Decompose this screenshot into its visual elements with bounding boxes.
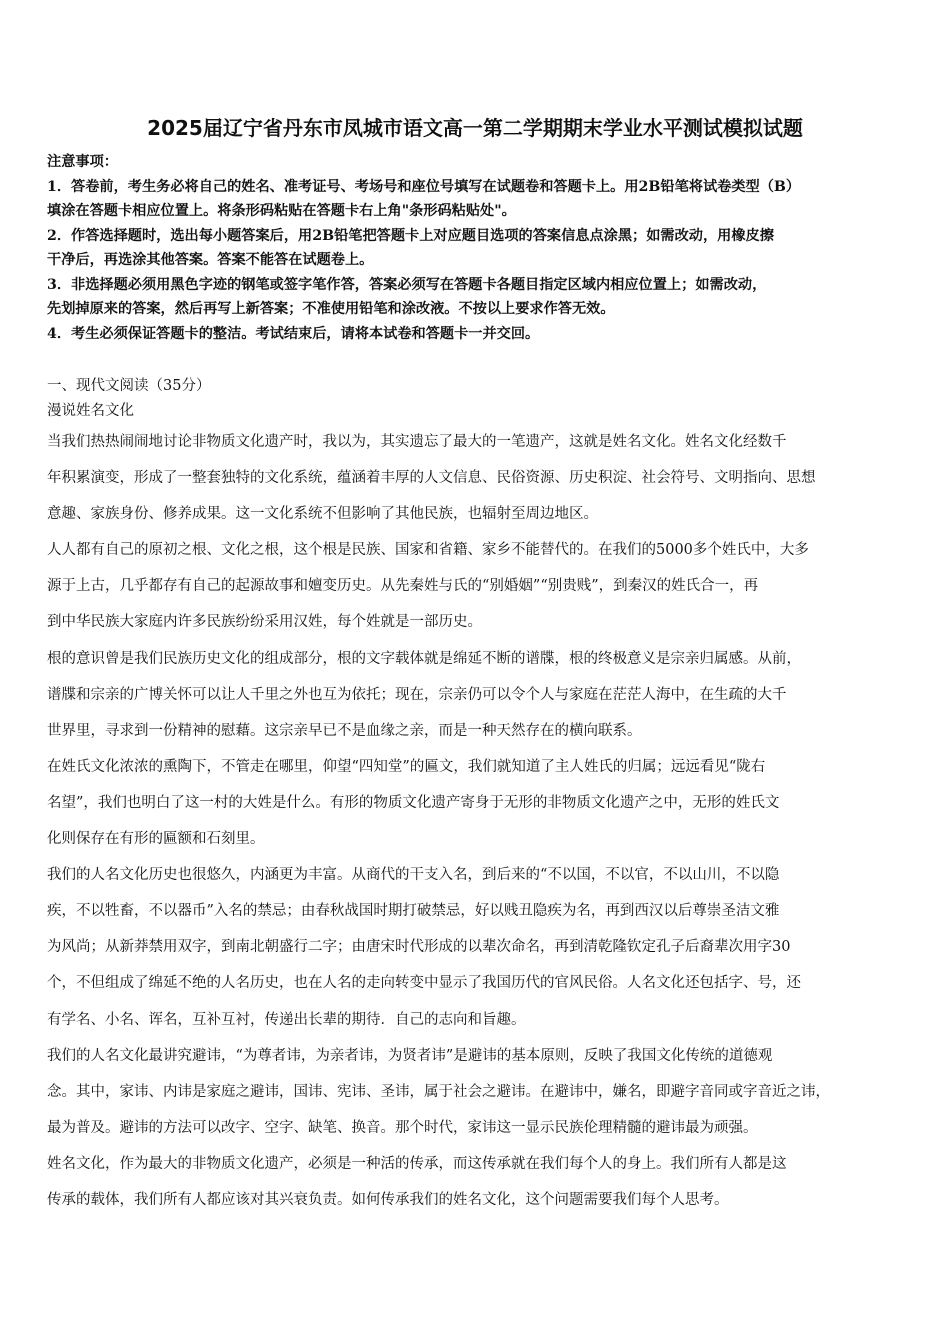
paragraph <box>47 863 907 1043</box>
text-line: 传承的载体，我们所有人都应该对其兴衰负责。如何传承我们的姓名文化，这个问题需要我们每个人思考。 <box>47 1191 729 1208</box>
paragraph <box>47 538 907 646</box>
paragraph <box>47 1152 907 1210</box>
text-line: 为风尚；从新莽禁用双字，到南北朝盛行二字；由唐宋时代形成的以辈次命名，再到清乾隆钦定孔子后裔辈次用字30 <box>47 939 791 956</box>
text-line: 源于上古，几乎都存有自己的起源故事和嬗变历史。从先秦姓与氏的“别婚姻”“别贵贱”，到秦汉的姓氏合一，再 <box>47 578 759 595</box>
text-line: 人人都有自己的原初之根、文化之根，这个根是民族、国家和省籍、家乡不能替代的。在我们的5000多个姓氏中，大多 <box>47 542 809 559</box>
text-line: 在姓氏文化浓浓的熏陶下，不管走在哪里，仰望“四知堂”的匾文，我们就知道了主人姓氏的归属；远远看见“陇右 <box>47 758 766 775</box>
text-line: 根的意识曾是我们民族历史文化的组成部分，根的文字载体就是绵延不断的谱牒，根的终极意义是宗亲归属感。从前， <box>47 650 801 667</box>
notice-line: 干净后，再选涂其他答案。答案不能答在试题卷上。 <box>47 252 374 268</box>
text-line: 我们的人名文化最讲究避讳，“为尊者讳，为亲者讳，为贤者讳”是避讳的基本原则，反映了我国文化传统的道德观 <box>47 1047 773 1064</box>
notice-line: 先划掉原来的答案，然后再写上新答案；不准使用铅笔和涂改液。不按以上要求作答无效。 <box>47 301 615 317</box>
text-line: 到中华民族大家庭内许多民族纷纷采用汉姓，每个姓就是一部历史。 <box>47 614 482 631</box>
text-line: 年积累演变，形成了一整套独特的文化系统，蕴涵着丰厚的人文信息、民俗资源、历史积淀、社会符号、文明指向、思想 <box>47 470 816 487</box>
text-line: 个，不但组成了绵延不绝的人名历史，也在人名的走向转变中显示了我国历代的官风民俗。人名文化还包括字、号，还 <box>47 975 801 992</box>
notice-block <box>47 150 917 346</box>
paragraph <box>47 755 907 863</box>
article-title: 漫说姓名文化 <box>47 403 134 419</box>
text-line: 念。其中，家讳、内讳是家庭之避讳，国讳、宪讳、圣讳，属于社会之避讳。在避讳中，嫌名，即避字音同或字音近之讳， <box>47 1083 830 1100</box>
paragraph <box>47 1044 907 1152</box>
text-line: 姓名文化，作为最大的非物质文化遗产，必须是一种活的传承，而这传承就在我们每个人的身上。我们所有人都是这 <box>47 1155 787 1172</box>
text-line: 我们的人名文化历史也很悠久，内涵更为丰富。从商代的干支入名，到后来的“不以国，不以官，不以山川，不以隐 <box>47 867 780 884</box>
text-line: 谱牒和宗亲的广博关怀可以让人千里之外也互为依托；现在，宗亲仍可以令个人与家庭在茫茫人海中，在生疏的大千 <box>47 686 787 703</box>
text-line: 化则保存在有形的匾额和石刻里。 <box>47 831 265 848</box>
notice-line: 2．作答选择题时，选出每小题答案后，用2B铅笔把答题卡上对应题目选项的答案信息点涂黑；如需改动，用橡皮擦 <box>47 227 774 244</box>
notice-line: 1．答卷前，考生务必将自己的姓名、准考证号、考场号和座位号填写在试题卷和答题卡上。用2B铅笔将试卷类型（B） <box>47 178 801 195</box>
notice-line: 4．考生必须保证答题卡的整洁。考试结束后，请将本试卷和答题卡一并交回。 <box>47 325 540 342</box>
text-line: 有学名、小名、诨名，互补互衬，传递出长辈的期待．自己的志向和旨趣。 <box>47 1011 526 1028</box>
paragraph <box>47 430 907 538</box>
notice-heading: 注意事项： <box>47 154 118 170</box>
text-line: 当我们热热闹闹地讨论非物质文化遗产时，我以为，其实遗忘了最大的一笔遗产，这就是姓名文化。姓名文化经数千 <box>47 434 787 450</box>
document-title: 2025届辽宁省丹东市凤城市语文高一第二学期期末学业水平测试模拟试题 <box>147 116 803 140</box>
text-line: 名望”，我们也明白了这一村的大姓是什么。有形的物质文化遗产寄身于无形的非物质文化遗产之中，无形的姓氏文 <box>47 794 780 811</box>
section-heading: 一、现代文阅读（35分） <box>47 378 211 394</box>
text-line: 最为普及。避讳的方法可以改字、空字、缺笔、换音。那个时代，家讳这一显示民族伦理精髓的避讳最为顽强。 <box>47 1119 758 1136</box>
text-line: 疾，不以牲畜，不以器币”入名的禁忌；由春秋战国时期打破禁忌，好以贱丑隐疾为名，再到西汉以后尊崇圣洁文雅 <box>47 903 780 920</box>
notice-line: 3．非选择题必须用黑色字迹的钢笔或签字笔作答，答案必须写在答题卡各题目指定区域内相应位置上；如需改动， <box>47 276 767 293</box>
article-body <box>47 430 907 1210</box>
paragraph <box>47 647 907 755</box>
notice-line: 填涂在答题卡相应位置上。将条形码粘贴在答题卡右上角"条形码粘贴处"。 <box>47 203 516 219</box>
text-line: 世界里，寻求到一份精神的慰藉。这宗亲早已不是血缘之亲，而是一种天然存在的横向联系。 <box>47 722 642 739</box>
text-line: 意趣、家族身份、修养成果。这一文化系统不但影响了其他民族，也辐射至周边地区。 <box>47 506 598 523</box>
